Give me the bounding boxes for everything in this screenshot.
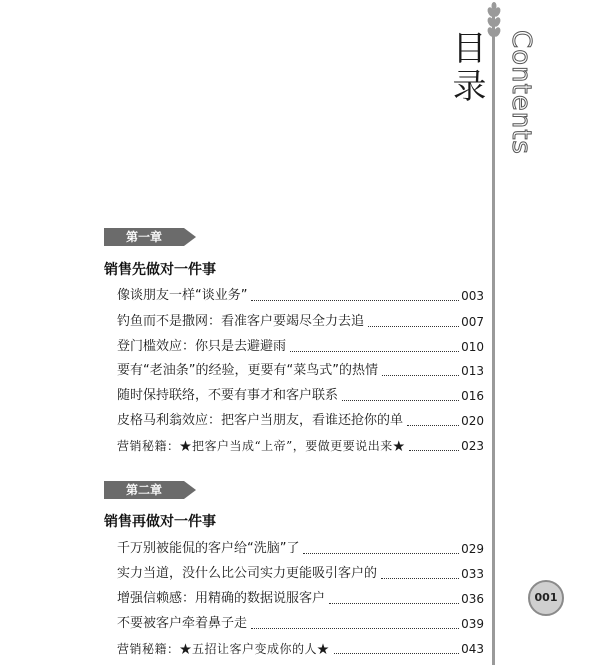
- toc-entry-secret[interactable]: [117, 437, 484, 455]
- chapter-tag-label: 第一章: [125, 230, 162, 244]
- toc-leader-dots: [382, 375, 459, 376]
- page-number-badge: 001: [528, 580, 564, 616]
- toc-entry-text: 要有“老油条”的经验，更要有“菜鸟式”的热情: [117, 363, 378, 378]
- toc-entry-text: 千万别被能侃的客户给“洗脑”了: [117, 541, 300, 556]
- toc-leader-dots: [290, 351, 459, 352]
- toc-leader-dots: [342, 400, 459, 401]
- toc-entry-text: 营销秘籍：★把客户当成“上帝”，要做更要说出来★: [117, 439, 406, 453]
- toc-leader-dots: [251, 628, 459, 629]
- toc-leader-dots: [407, 425, 459, 426]
- toc-entry-page: 010: [461, 340, 484, 354]
- toc-entry-page: 013: [461, 364, 484, 378]
- toc-entry[interactable]: [117, 287, 484, 305]
- toc-leader-dots: [409, 450, 459, 451]
- toc-leader-dots: [334, 653, 460, 654]
- chapter-tag-label: 第二章: [125, 483, 162, 497]
- toc-entry-text: 实力当道，没什么比公司实力更能吸引客户的: [117, 566, 378, 581]
- toc-entry-text: 营销秘籍：★五招让客户变成你的人★: [117, 642, 330, 656]
- toc-leader-dots: [251, 300, 459, 301]
- toc-entry-text: 登门槛效应：你只是去避避雨: [117, 339, 287, 354]
- chapter-title: 销售先做对一件事: [104, 262, 216, 278]
- chapter-title: 销售再做对一件事: [104, 514, 216, 530]
- toc-leader-dots: [329, 603, 459, 604]
- toc-entry-text: 不要被客户牵着鼻子走: [117, 616, 248, 631]
- vertical-divider-line: [492, 10, 495, 665]
- toc-entry[interactable]: [117, 412, 484, 430]
- toc-leader-dots: [303, 553, 459, 554]
- toc-entry-page: 016: [461, 389, 484, 403]
- toc-entry-page: 029: [461, 542, 484, 556]
- toc-entry-secret[interactable]: [117, 640, 484, 658]
- toc-entry[interactable]: [117, 362, 484, 380]
- toc-entry-text: 增强信赖感：用精确的数据说服客户: [117, 591, 326, 606]
- toc-entry[interactable]: [117, 590, 484, 608]
- toc-entry-text: 钓鱼而不是撒网：看准客户要竭尽全力去追: [117, 314, 365, 329]
- toc-entry[interactable]: [117, 387, 484, 405]
- page-title: 目录: [446, 30, 486, 106]
- toc-entry[interactable]: [117, 615, 484, 633]
- toc-leader-dots: [368, 326, 459, 327]
- page-title-english: Contents: [506, 30, 536, 155]
- toc-entry[interactable]: [117, 338, 484, 356]
- toc-entry-page: 039: [461, 617, 484, 631]
- toc-entry-text: 皮格马利翁效应：把客户当朋友，看谁还抢你的单: [117, 413, 404, 428]
- chapter-tag: [104, 481, 196, 499]
- toc-entry-page: 043: [461, 642, 484, 656]
- toc-entry-text: 随时保持联络，不要有事才和客户联系: [117, 388, 339, 403]
- toc-entry[interactable]: [117, 540, 484, 558]
- toc-entry-page: 036: [461, 592, 484, 606]
- toc-entry-page: 020: [461, 414, 484, 428]
- toc-entry-page: 003: [461, 289, 484, 303]
- toc-entry[interactable]: [117, 565, 484, 583]
- toc-entry-page: 007: [461, 315, 484, 329]
- toc-entry-page: 023: [461, 439, 484, 453]
- toc-entry-page: 033: [461, 567, 484, 581]
- toc-entry[interactable]: [117, 313, 484, 331]
- toc-entry-text: 像谈朋友一样“谈业务”: [117, 288, 248, 303]
- toc-leader-dots: [381, 578, 459, 579]
- chapter-tag: [104, 228, 196, 246]
